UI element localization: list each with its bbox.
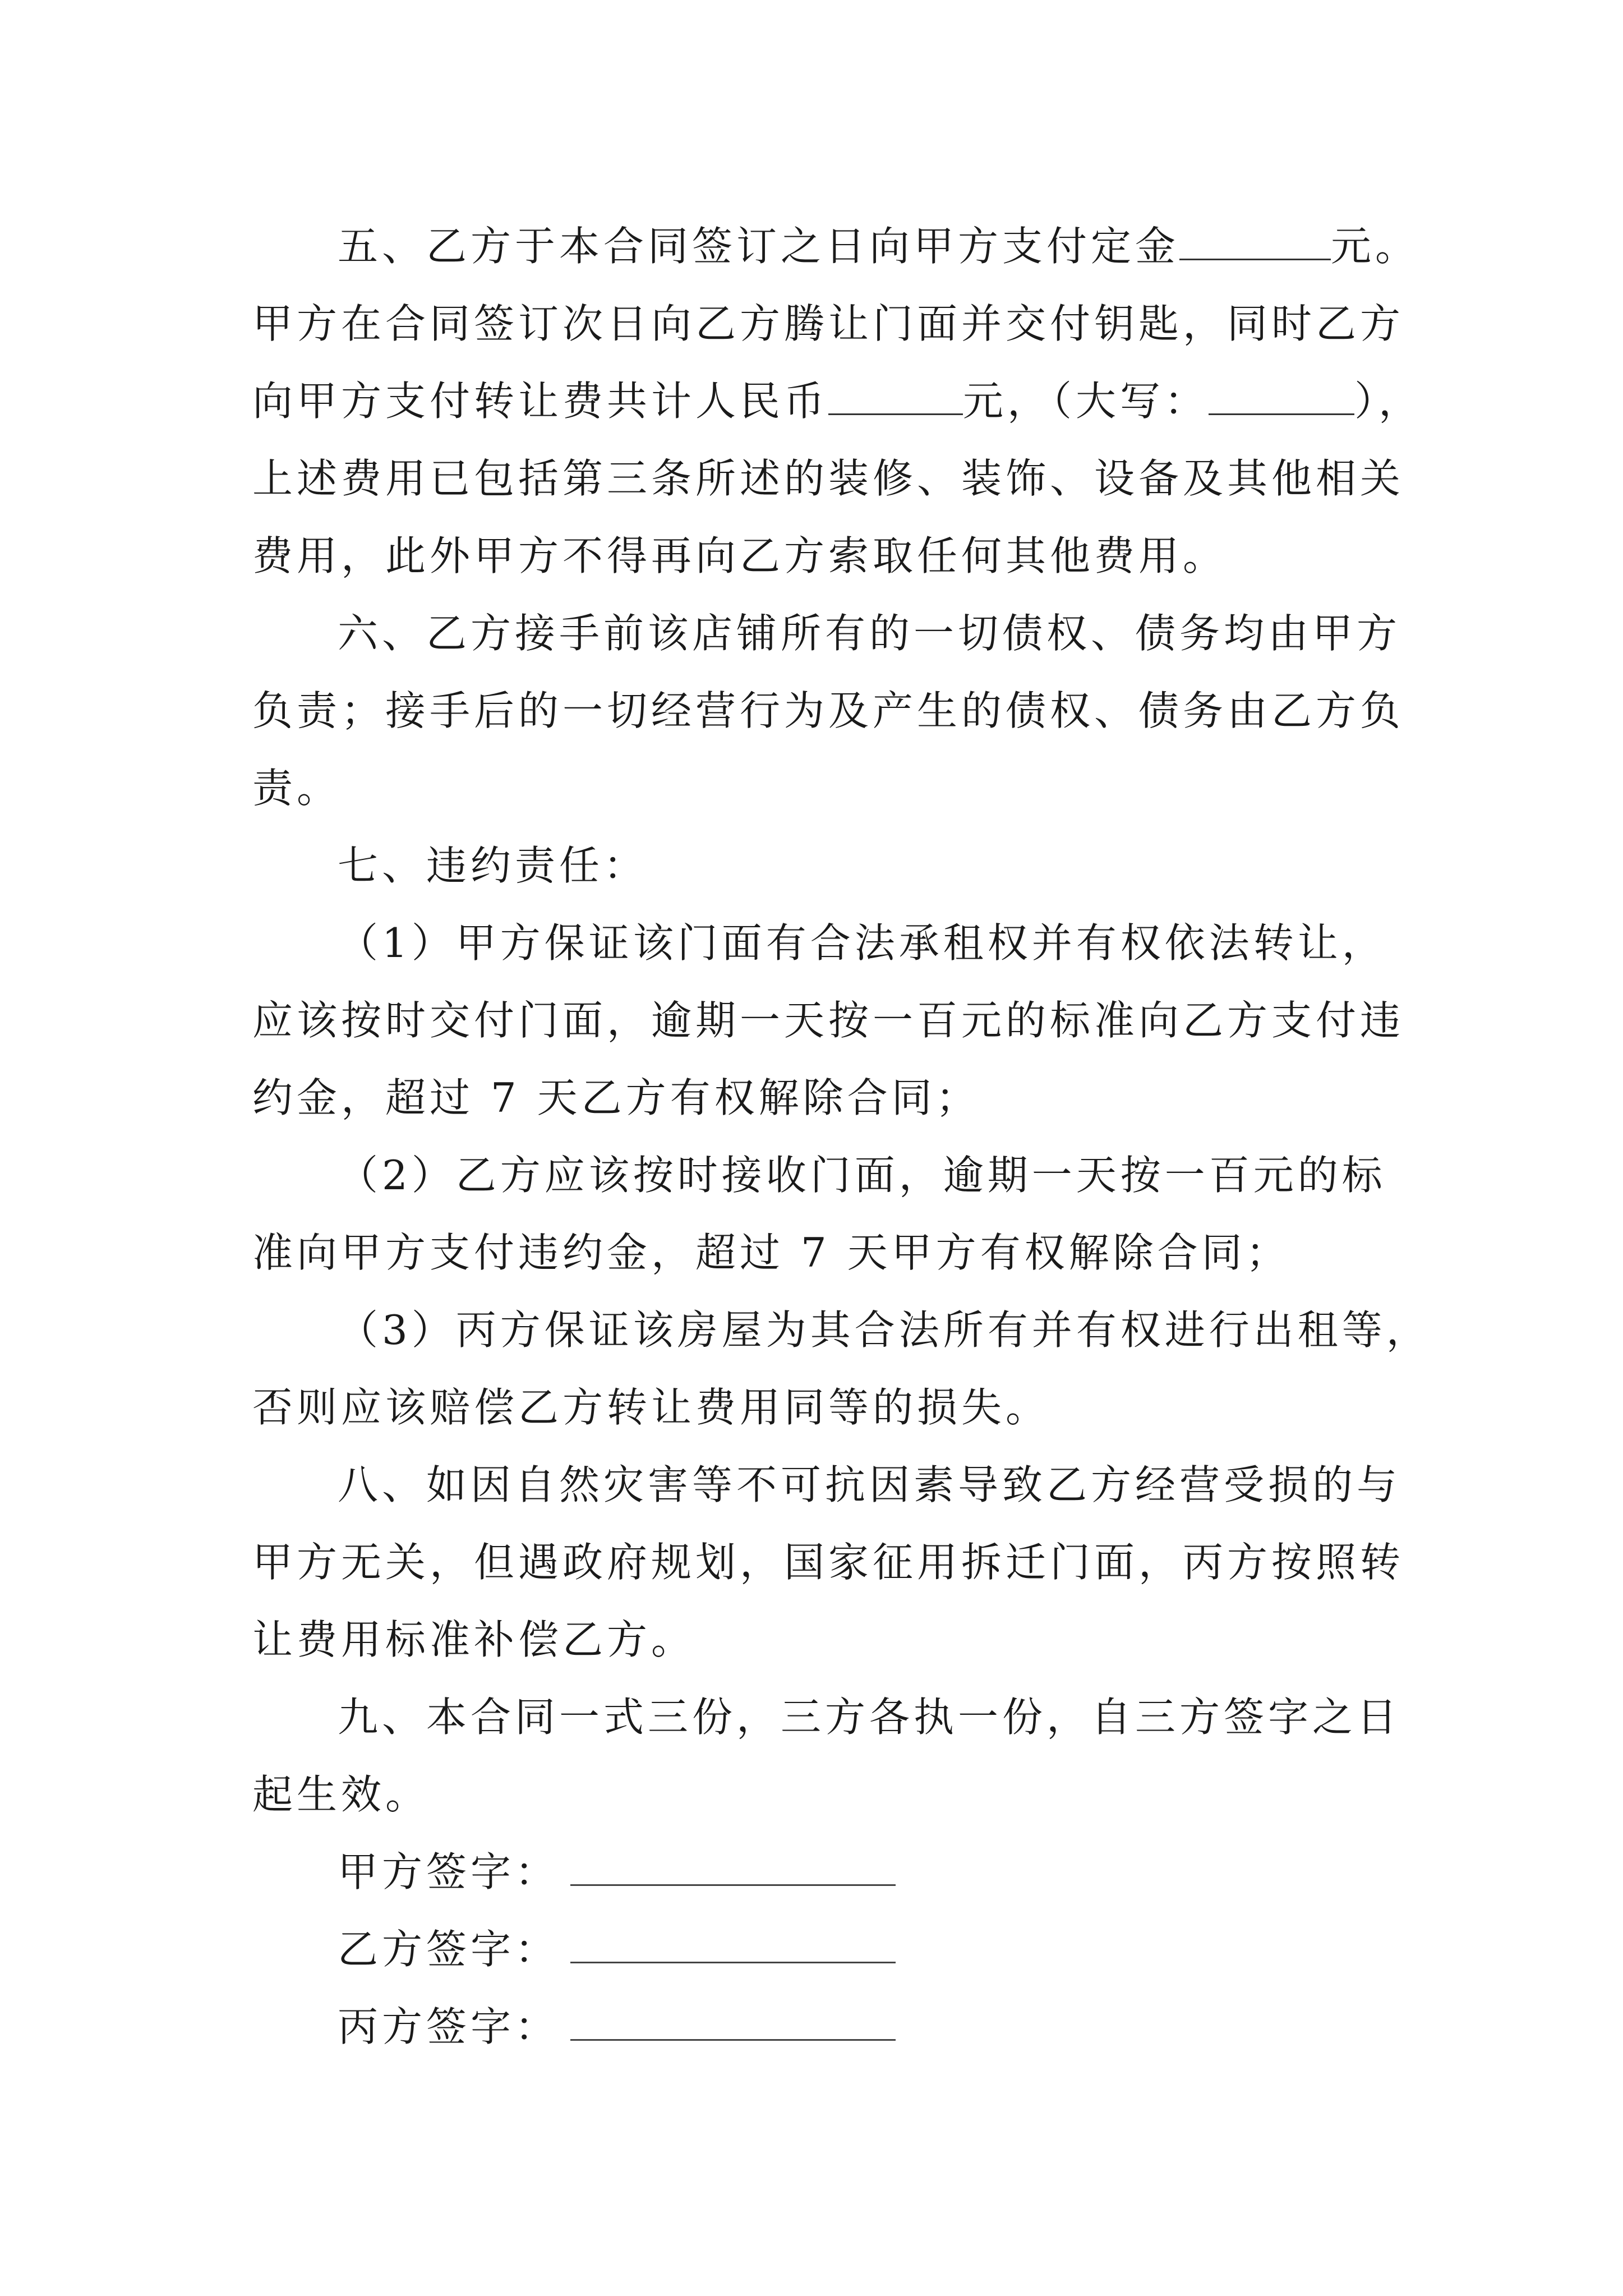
clause5-line3 [252, 362, 1430, 440]
clause5-text: ）， [1354, 378, 1423, 425]
clause6-line2: 负责；接手后的一切经营行为及产生的债权、债务由乙方负 [252, 687, 1405, 734]
clause5-line2: 甲方在合同签订次日向乙方腾让门面并交付钥匙，同时乙方 [252, 300, 1405, 347]
clause5-text: 元。 [1331, 223, 1420, 270]
clause5-line4: 上述费用已包括第三条所述的装修、装饰、设备及其他相关 [252, 455, 1405, 502]
clause7-item2-line2: 准向甲方支付违约金，超过 7 天甲方有权解除合同； [252, 1229, 1290, 1276]
clause9-line2: 起生效。 [252, 1771, 430, 1818]
signature-c-blank[interactable] [570, 2000, 896, 2041]
clause7-item2-line1: （2）乙方应该按时接收门面，逾期一天按一百元的标 [338, 1152, 1386, 1199]
signature-label: 乙方签字： [338, 1926, 560, 1973]
clause8-line3: 让费用标准补偿乙方。 [252, 1616, 696, 1663]
clause7-title: 七、违约责任： [338, 842, 648, 889]
clause9-line1: 九、本合同一式三份，三方各执一份，自三方签字之日 [338, 1694, 1401, 1741]
clause5-text: 五、乙方于本合同签订之日向甲方支付定金 [338, 223, 1180, 270]
signature-label: 甲方签字： [338, 1848, 560, 1895]
transfer-fee-blank [828, 374, 963, 415]
clause6-line1: 六、乙方接手前该店铺所有的一切债权、债务均由甲方 [338, 610, 1401, 657]
clause8-line2: 甲方无关，但遇政府规划，国家征用拆迁门面，丙方按照转 [252, 1539, 1405, 1586]
clause7-item1-line1: （1）甲方保证该门面有合法承租权并有权依法转让， [338, 919, 1386, 967]
signature-party-c [338, 1988, 1515, 2065]
clause8-line1: 八、如因自然灾害等不可抗因素导致乙方经营受损的与 [338, 1461, 1401, 1508]
clause7-item1-line2: 应该按时交付门面，逾期一天按一百元的标准向乙方支付违 [252, 997, 1405, 1044]
signature-a-blank[interactable] [570, 1845, 896, 1886]
deposit-amount-blank [1179, 219, 1331, 260]
signature-b-blank[interactable] [570, 1922, 896, 1963]
clause7-item3-line1: （3）丙方保证该房屋为其合法所有并有权进行出租等， [338, 1306, 1431, 1354]
clause5-line5: 费用，此外甲方不得再向乙方索取任何其他费用。 [252, 532, 1228, 579]
clause6-line3: 责。 [252, 765, 342, 812]
signature-party-b [338, 1911, 1515, 1988]
signature-label: 丙方签字： [338, 2003, 560, 2050]
signature-party-a [338, 1833, 1515, 1911]
clause7-item1-line3: 约金，超过 7 天乙方有权解除合同； [252, 1074, 980, 1121]
clause7-item3-line2: 否则应该赔偿乙方转让费用同等的损失。 [252, 1384, 1050, 1431]
transfer-fee-words-blank [1209, 374, 1354, 415]
clause5-text: 向甲方支付转让费共计人民币 [252, 378, 829, 425]
clause5-text: 元，（大写： [963, 378, 1209, 425]
clause5-line1 [338, 208, 1515, 285]
